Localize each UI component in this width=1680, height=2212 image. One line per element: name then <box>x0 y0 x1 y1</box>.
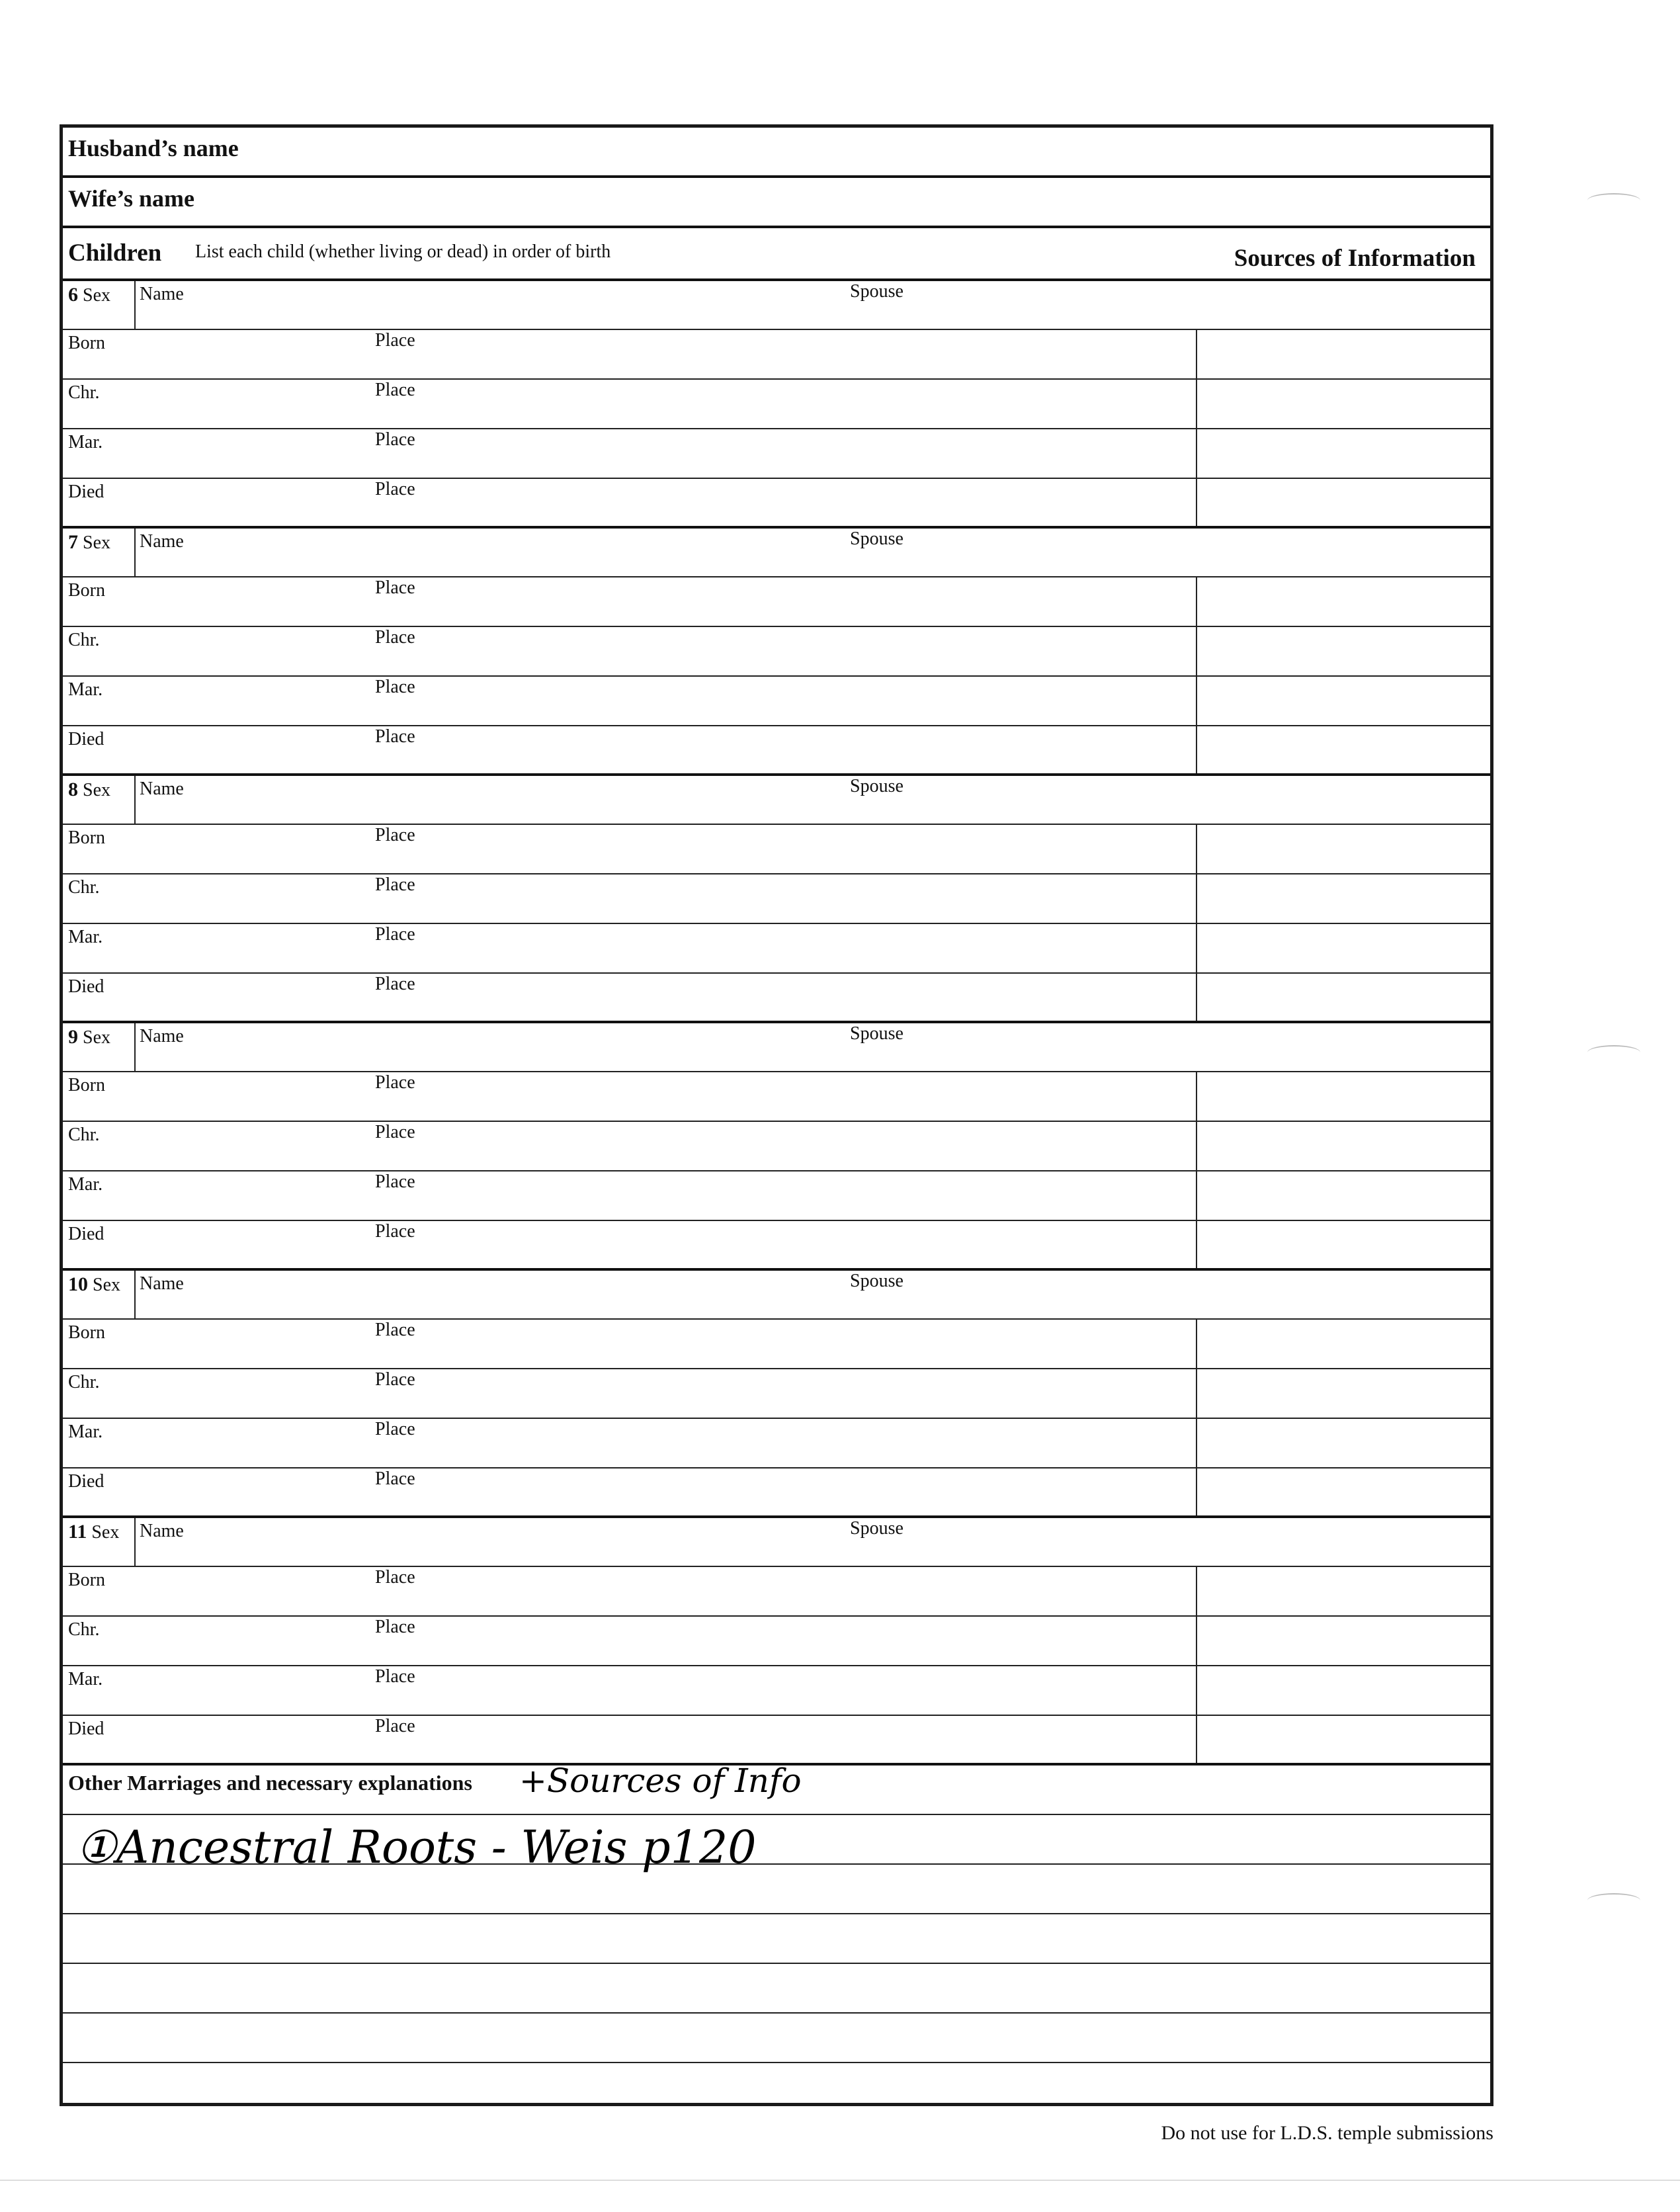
chr-label: Chr. <box>68 1372 100 1392</box>
place-label: Place <box>375 380 415 400</box>
footer-disclaimer: Do not use for L.D.S. temple submissions <box>1161 2122 1493 2144</box>
child-10-born-row[interactable] <box>63 1320 1490 1369</box>
mar-label: Mar. <box>68 1422 103 1442</box>
spouse-label: Spouse <box>850 1518 903 1539</box>
scan-edge <box>0 2180 1680 2181</box>
place-label: Place <box>375 1666 415 1687</box>
place-label: Place <box>375 974 415 994</box>
explanation-line[interactable] <box>63 1815 1490 1874</box>
husband-row[interactable] <box>63 128 1490 178</box>
place-label: Place <box>375 1072 415 1093</box>
place-label: Place <box>375 1716 415 1736</box>
mar-label: Mar. <box>68 432 103 452</box>
source-cell-divider <box>1196 1320 1197 1368</box>
child-6-chr-row[interactable] <box>63 380 1490 429</box>
name-label: Name <box>140 779 184 799</box>
punch-hole-mark <box>1587 1045 1640 1060</box>
chr-label: Chr. <box>68 1619 100 1640</box>
child-10-chr-row[interactable] <box>63 1369 1490 1419</box>
spouse-label: Spouse <box>850 529 903 549</box>
child-7-chr-row[interactable] <box>63 627 1490 677</box>
name-label: Name <box>140 1026 184 1046</box>
child-7-mar-row[interactable] <box>63 677 1490 726</box>
name-label: Name <box>140 1521 184 1541</box>
place-label: Place <box>375 825 415 845</box>
chr-label: Chr. <box>68 382 100 403</box>
place-label: Place <box>375 874 415 895</box>
child-8-header[interactable] <box>63 776 1490 825</box>
place-label: Place <box>375 627 415 648</box>
explanation-line[interactable] <box>63 2014 1490 2063</box>
died-label: Died <box>68 976 105 997</box>
died-label: Died <box>68 482 105 502</box>
died-label: Died <box>68 1224 105 1244</box>
husband-label: Husband’s name <box>68 135 239 161</box>
child-8-born-row[interactable] <box>63 825 1490 874</box>
source-cell-divider <box>1196 479 1197 526</box>
child-10-died-row[interactable] <box>63 1468 1490 1518</box>
mar-label: Mar. <box>68 927 103 947</box>
mar-label: Mar. <box>68 1174 103 1195</box>
place-label: Place <box>375 726 415 747</box>
handwritten-note: +Sources of Info <box>519 1762 802 1800</box>
children-list <box>63 281 1490 1765</box>
source-cell-divider <box>1196 825 1197 873</box>
chr-label: Chr. <box>68 1125 100 1145</box>
explanation-line[interactable] <box>63 2063 1490 2113</box>
place-label: Place <box>375 330 415 351</box>
child-7-died-row[interactable] <box>63 726 1490 776</box>
child-8-died-row[interactable] <box>63 974 1490 1023</box>
source-cell-divider <box>1196 1369 1197 1418</box>
place-label: Place <box>375 1171 415 1192</box>
child-11-chr-row[interactable] <box>63 1617 1490 1666</box>
child-9-born-row[interactable] <box>63 1072 1490 1122</box>
source-cell-divider <box>1196 429 1197 478</box>
source-cell-divider <box>1196 677 1197 725</box>
other-marriages-title: Other Marriages and necessary explanations <box>68 1771 472 1795</box>
child-number-sex: 10 Sex <box>68 1273 120 1295</box>
source-cell-divider <box>1196 1468 1197 1515</box>
wife-label: Wife’s name <box>68 185 194 212</box>
child-9-header[interactable] <box>63 1023 1490 1072</box>
children-instructions: List each child (whether living or dead) in order of birth <box>195 241 611 262</box>
source-cell-divider <box>1196 380 1197 428</box>
source-cell-divider <box>1196 1567 1197 1615</box>
name-divider <box>134 281 136 329</box>
place-label: Place <box>375 677 415 697</box>
other-marriages-header[interactable] <box>63 1762 1490 1815</box>
punch-hole-mark <box>1587 1893 1640 1908</box>
name-divider <box>134 776 136 824</box>
handwritten-source: ①Ancestral Roots - Weis p120 <box>76 1822 757 1874</box>
source-cell-divider <box>1196 1171 1197 1220</box>
sources-title: Sources of Information <box>1234 245 1476 272</box>
child-6-header[interactable] <box>63 281 1490 330</box>
child-7-born-row[interactable] <box>63 577 1490 627</box>
source-cell-divider <box>1196 974 1197 1021</box>
child-10-header[interactable] <box>63 1271 1490 1320</box>
source-cell-divider <box>1196 924 1197 972</box>
place-label: Place <box>375 924 415 945</box>
died-label: Died <box>68 1719 105 1739</box>
place-label: Place <box>375 1369 415 1390</box>
born-label: Born <box>68 333 105 353</box>
died-label: Died <box>68 729 105 749</box>
name-divider <box>134 1023 136 1071</box>
mar-label: Mar. <box>68 679 103 700</box>
source-cell-divider <box>1196 726 1197 773</box>
source-cell-divider <box>1196 874 1197 923</box>
source-cell-divider <box>1196 1666 1197 1715</box>
chr-label: Chr. <box>68 877 100 898</box>
spouse-label: Spouse <box>850 1271 903 1291</box>
child-6-died-row[interactable] <box>63 479 1490 529</box>
spouse-label: Spouse <box>850 281 903 302</box>
source-cell-divider <box>1196 1221 1197 1268</box>
source-cell-divider <box>1196 330 1197 378</box>
born-label: Born <box>68 1322 105 1343</box>
place-label: Place <box>375 1320 415 1340</box>
born-label: Born <box>68 1075 105 1095</box>
children-title: Children <box>68 239 162 267</box>
source-cell-divider <box>1196 1072 1197 1121</box>
spouse-label: Spouse <box>850 776 903 796</box>
name-label: Name <box>140 284 184 304</box>
source-cell-divider <box>1196 1716 1197 1763</box>
source-cell-divider <box>1196 1122 1197 1170</box>
child-6-mar-row[interactable] <box>63 429 1490 479</box>
family-group-form <box>60 124 1493 2106</box>
child-7-header[interactable] <box>63 529 1490 577</box>
child-number-sex: 6 Sex <box>68 284 110 306</box>
spouse-label: Spouse <box>850 1023 903 1044</box>
place-label: Place <box>375 1221 415 1242</box>
child-9-died-row[interactable] <box>63 1221 1490 1271</box>
place-label: Place <box>375 429 415 450</box>
place-label: Place <box>375 1468 415 1489</box>
source-cell-divider <box>1196 577 1197 626</box>
source-cell-divider <box>1196 1419 1197 1467</box>
child-number-sex: 7 Sex <box>68 531 110 553</box>
name-label: Name <box>140 1273 184 1294</box>
mar-label: Mar. <box>68 1669 103 1689</box>
chr-label: Chr. <box>68 630 100 650</box>
child-number-sex: 11 Sex <box>68 1521 120 1543</box>
child-11-died-row[interactable] <box>63 1716 1490 1765</box>
explanation-line[interactable] <box>63 1865 1490 1914</box>
place-label: Place <box>375 479 415 499</box>
place-label: Place <box>375 1122 415 1142</box>
children-header <box>63 228 1490 281</box>
name-divider <box>134 529 136 576</box>
child-8-chr-row[interactable] <box>63 874 1490 924</box>
place-label: Place <box>375 1567 415 1588</box>
born-label: Born <box>68 580 105 601</box>
wife-row[interactable] <box>63 178 1490 228</box>
punch-hole-mark <box>1587 193 1640 208</box>
name-label: Name <box>140 531 184 552</box>
explanation-line[interactable] <box>63 1914 1490 1964</box>
born-label: Born <box>68 1570 105 1590</box>
child-11-mar-row[interactable] <box>63 1666 1490 1716</box>
child-10-mar-row[interactable] <box>63 1419 1490 1468</box>
born-label: Born <box>68 828 105 848</box>
child-number-sex: 8 Sex <box>68 779 110 800</box>
child-9-mar-row[interactable] <box>63 1171 1490 1221</box>
child-11-born-row[interactable] <box>63 1567 1490 1617</box>
place-label: Place <box>375 577 415 598</box>
explanation-line[interactable] <box>63 1964 1490 2014</box>
source-cell-divider <box>1196 1617 1197 1665</box>
source-cell-divider <box>1196 627 1197 675</box>
child-8-mar-row[interactable] <box>63 924 1490 974</box>
place-label: Place <box>375 1419 415 1439</box>
place-label: Place <box>375 1617 415 1637</box>
name-divider <box>134 1271 136 1318</box>
child-11-header[interactable] <box>63 1518 1490 1567</box>
child-number-sex: 9 Sex <box>68 1026 110 1048</box>
died-label: Died <box>68 1471 105 1492</box>
child-6-born-row[interactable] <box>63 330 1490 380</box>
name-divider <box>134 1518 136 1566</box>
child-9-chr-row[interactable] <box>63 1122 1490 1171</box>
